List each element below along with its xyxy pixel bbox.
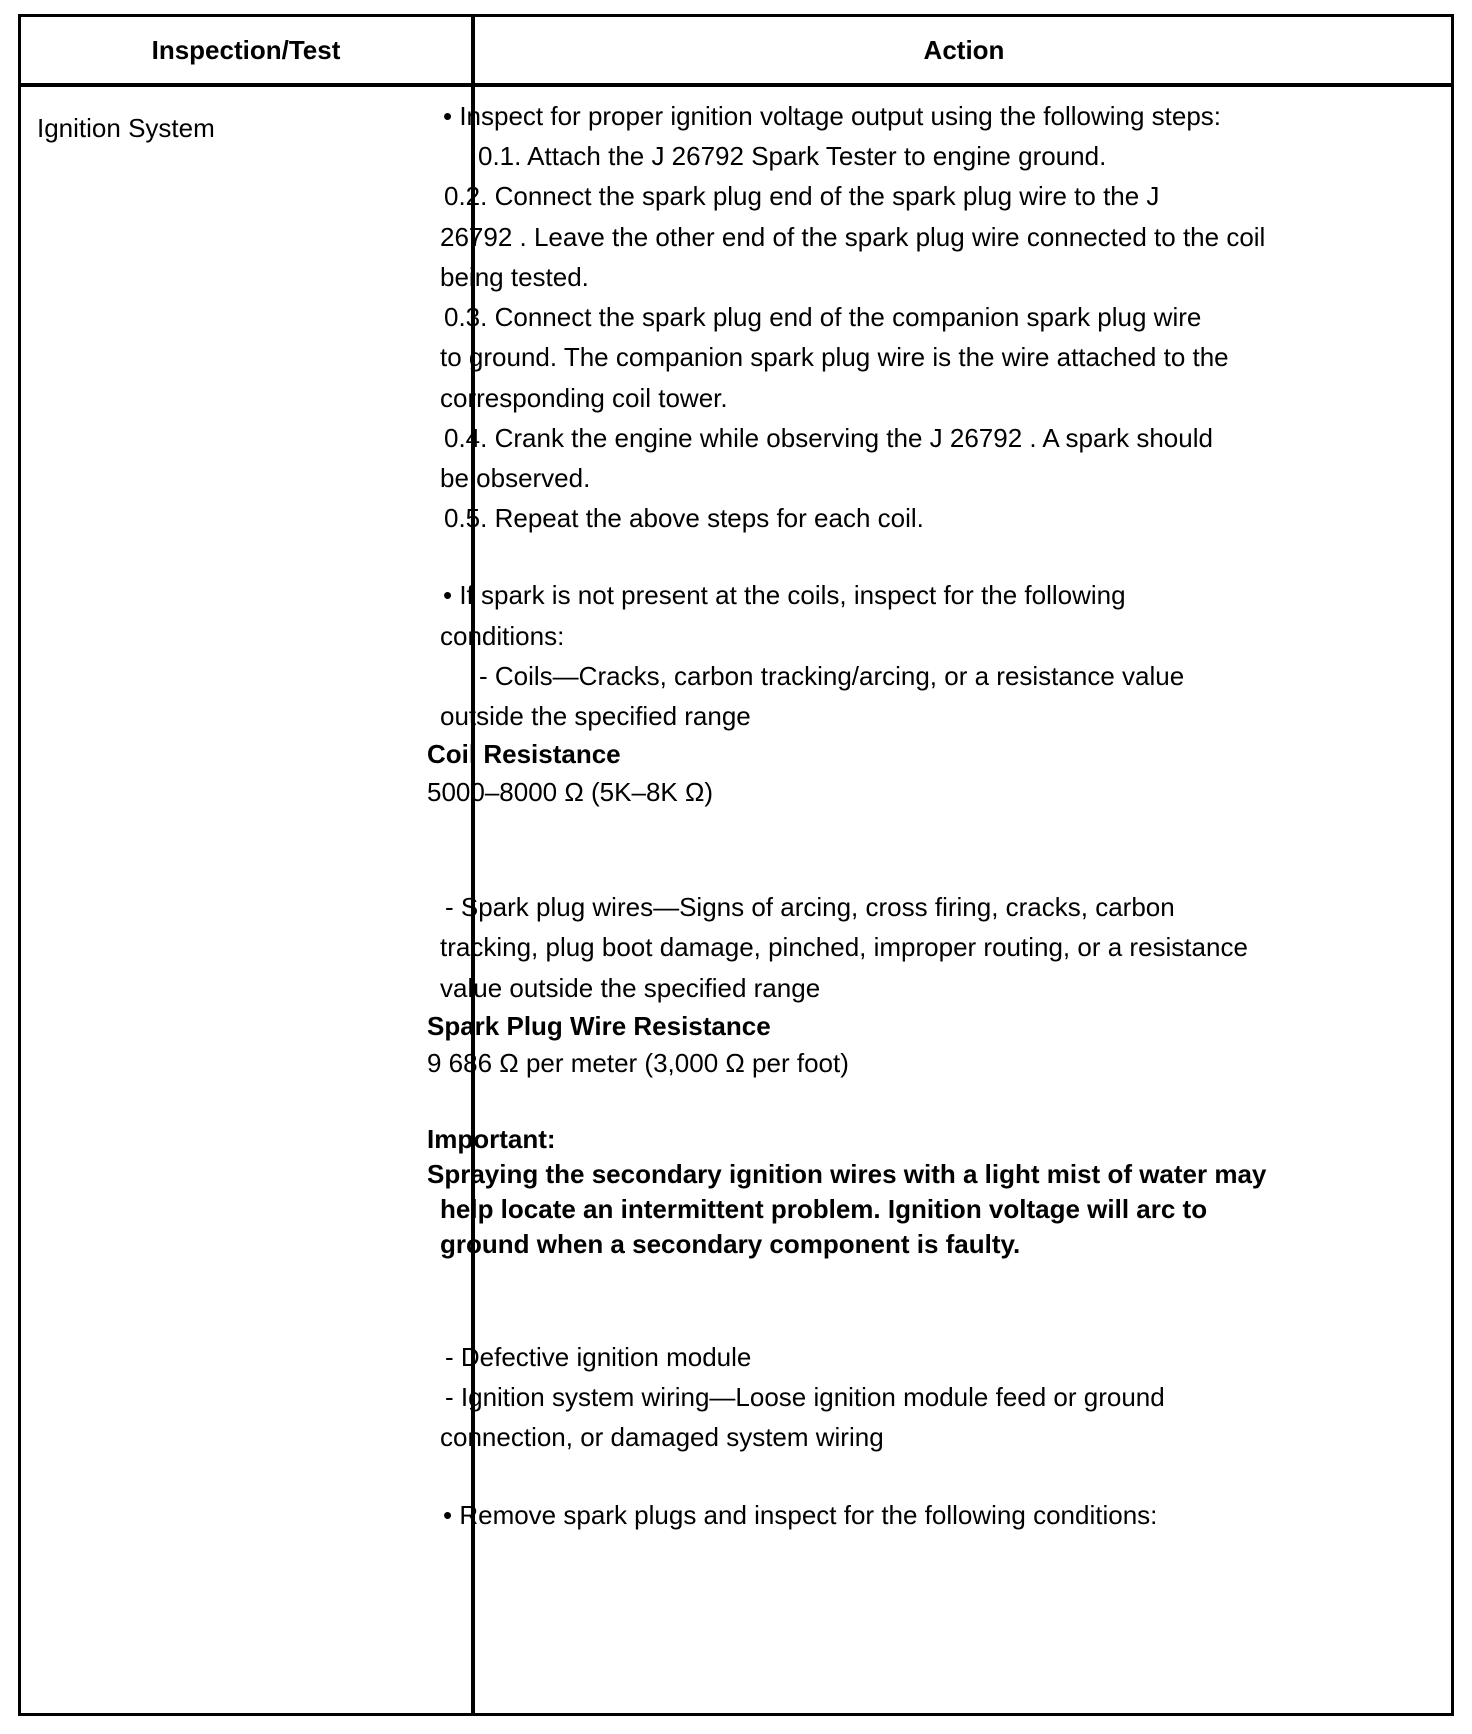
coils-item-line2: outside the specified range xyxy=(440,701,751,731)
bullet-ignition-voltage: • Inspect for proper ignition voltage output using the following steps: xyxy=(443,101,1222,131)
step-0-3-line3: corresponding coil tower. xyxy=(440,383,728,413)
coil-resistance-value: 5000–8000 Ω (5K–8K Ω) xyxy=(427,777,714,807)
spark-plug-wires-line3: value outside the specified range xyxy=(440,973,821,1003)
ignition-wiring-line2: connection, or damaged system wiring xyxy=(440,1422,884,1452)
header-inspection-test: Inspection/Test xyxy=(151,35,341,65)
important-note-line2: help locate an intermittent problem. Ignition voltage will arc to xyxy=(440,1194,1208,1224)
step-0-2-line1: 0.2. Connect the spark plug end of the spark plug wire to the J xyxy=(444,181,1160,211)
step-0-5: 0.5. Repeat the above steps for each coil. xyxy=(444,503,924,533)
inspection-table xyxy=(18,14,1454,1716)
step-0-1: 0.1. Attach the J 26792 Spark Tester to engine ground. xyxy=(478,141,1107,171)
wire-resistance-value: 9 686 Ω per meter (3,000 Ω per foot) xyxy=(427,1048,849,1078)
coil-resistance-label: Coil Resistance xyxy=(427,739,621,769)
step-0-2-line3: being tested. xyxy=(440,262,589,292)
header-action: Action xyxy=(923,35,1005,65)
important-note-line3: ground when a secondary component is faulty. xyxy=(440,1229,1021,1259)
bullet-remove-spark-plugs: • Remove spark plugs and inspect for the following conditions: xyxy=(443,1500,1158,1530)
spark-plug-wires-line2: tracking, plug boot damage, pinched, improper routing, or a resistance xyxy=(440,932,1248,962)
step-0-3-line2: to ground. The companion spark plug wire is the wire attached to the xyxy=(440,342,1229,372)
step-0-2-line2: 26792 . Leave the other end of the spark plug wire connected to the coil xyxy=(440,222,1266,252)
ignition-wiring-line1: - Ignition system wiring—Loose ignition module feed or ground xyxy=(445,1382,1165,1412)
inspection-cell: Ignition System xyxy=(37,113,215,143)
bullet-spark-not-present-line1: • If spark is not present at the coils, inspect for the following xyxy=(443,580,1126,610)
step-0-3-line1: 0.3. Connect the spark plug end of the companion spark plug wire xyxy=(444,302,1202,332)
ignition-module-item: - Defective ignition module xyxy=(445,1342,752,1372)
bullet-spark-not-present-line2: conditions: xyxy=(440,621,565,651)
important-label: Important: xyxy=(427,1124,556,1154)
coils-item-line1: - Coils—Cracks, carbon tracking/arcing, or a resistance value xyxy=(479,661,1185,691)
header-divider xyxy=(21,83,1451,87)
important-note-line1: Spraying the secondary ignition wires with a light mist of water may xyxy=(427,1159,1267,1189)
spark-plug-wires-line1: - Spark plug wires—Signs of arcing, cross firing, cracks, carbon xyxy=(445,892,1175,922)
step-0-4-line2: be observed. xyxy=(440,463,591,493)
wire-resistance-label: Spark Plug Wire Resistance xyxy=(427,1011,771,1041)
step-0-4-line1: 0.4. Crank the engine while observing the J 26792 . A spark should xyxy=(444,423,1213,453)
